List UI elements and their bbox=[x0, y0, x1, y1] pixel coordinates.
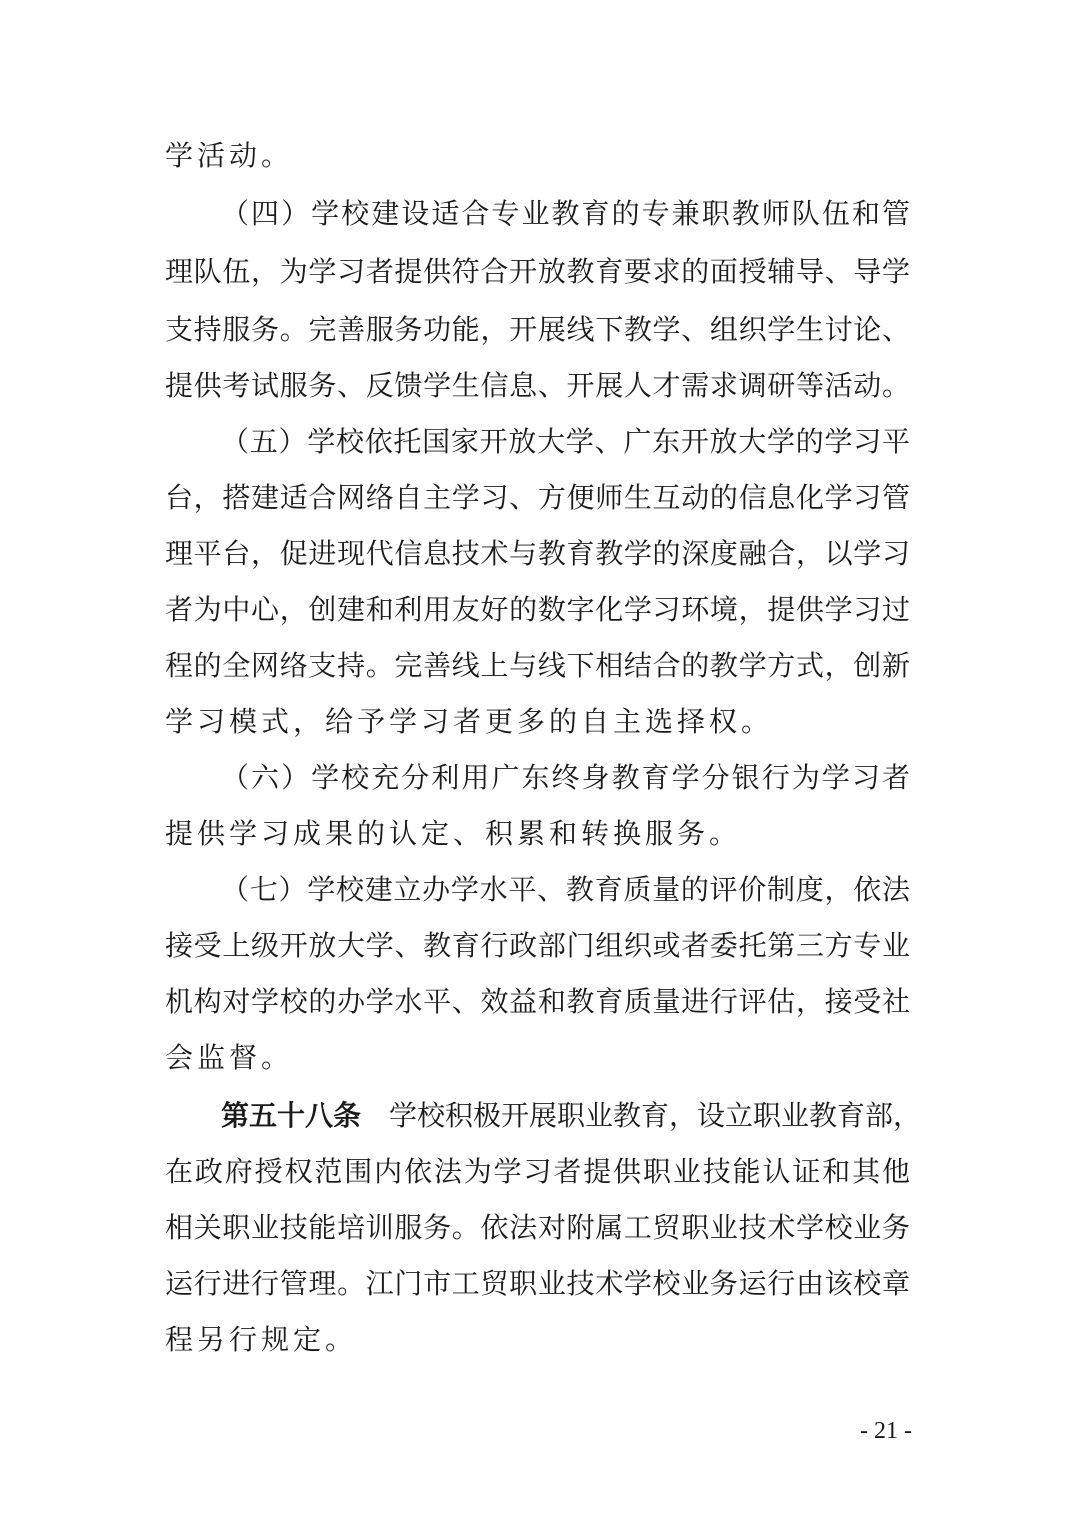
text-line: 相关职业技能培训服务。依法对附属工贸职业技术学校业务 bbox=[165, 1211, 910, 1244]
text-line: 学活动。 bbox=[165, 139, 294, 172]
text-line: 在政府授权范围内依法为学习者提供职业技能认证和其他 bbox=[165, 1155, 910, 1188]
text-line: 程的全网络支持。完善线上与线下相结合的教学方式，创新 bbox=[165, 649, 910, 682]
article-heading: 第五十八条 bbox=[221, 1099, 362, 1132]
text-line: 程另行规定。 bbox=[165, 1323, 358, 1356]
text-line: 提供考试服务、反馈学生信息、开展人才需求调研等活动。 bbox=[165, 369, 910, 402]
text-line: 运行进行管理。江门市工贸职业技术学校业务运行由该校章 bbox=[165, 1267, 910, 1300]
article-text: 学校积极开展职业教育，设立职业教育部， bbox=[389, 1099, 922, 1132]
text-line: 会监督。 bbox=[165, 1041, 294, 1074]
text-line: 理队伍，为学习者提供符合开放教育要求的面授辅导、导学 bbox=[165, 255, 910, 288]
text-line: （七）学校建立办学水平、教育质量的评价制度，依法 bbox=[221, 873, 910, 906]
article-line bbox=[221, 1096, 922, 1136]
page-number: - 21 - bbox=[860, 1418, 912, 1444]
text-line: 理平台，促进现代信息技术与教育教学的深度融合，以学习 bbox=[165, 537, 910, 570]
text-line: 接受上级开放大学、教育行政部门组织或者委托第三方专业 bbox=[165, 929, 910, 962]
text-line: 支持服务。完善服务功能，开展线下教学、组织学生讨论、 bbox=[165, 313, 910, 346]
text-line: 提供学习成果的认定、积累和转换服务。 bbox=[165, 817, 742, 850]
text-line: （六）学校充分利用广东终身教育学分银行为学习者 bbox=[221, 761, 910, 794]
text-line: 台，搭建适合网络自主学习、方便师生互动的信息化学习管 bbox=[165, 481, 910, 514]
text-line: 学习模式，给予学习者更多的自主选择权。 bbox=[165, 705, 774, 738]
text-line: 机构对学校的办学水平、效益和教育质量进行评估，接受社 bbox=[165, 985, 910, 1018]
text-line: （五）学校依托国家开放大学、广东开放大学的学习平 bbox=[221, 425, 910, 458]
text-line: （四）学校建设适合专业教育的专兼职教师队伍和管 bbox=[221, 197, 910, 230]
text-line: 者为中心，创建和利用友好的数字化学习环境，提供学习过 bbox=[165, 593, 910, 626]
